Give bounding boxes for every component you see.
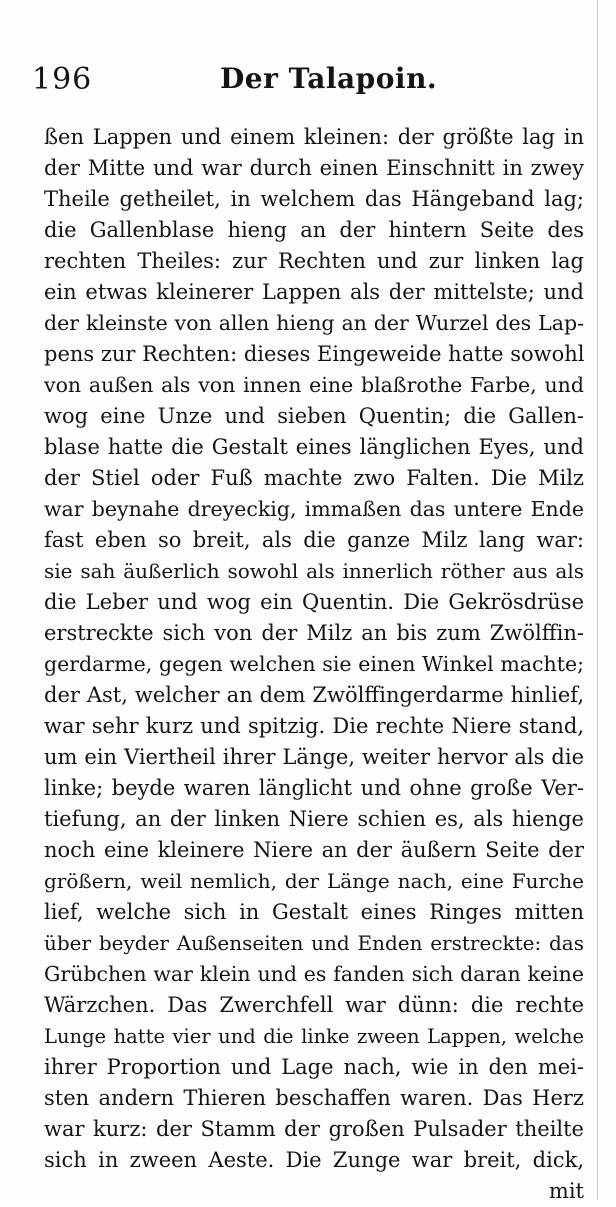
text-line: gerdarme, gegen welchen sie einen Winkel machte; <box>44 652 584 676</box>
text-line: erstreckte sich von der Milz an bis zum Zwölffin- <box>44 621 584 645</box>
text-line: Grübchen war klein und es fanden sich daran keine <box>44 962 584 986</box>
text-line: tiefung, an der linken Niere schien es, als hienge <box>44 807 584 831</box>
text-line: ßen Lappen und einem kleinen: der größte lag in <box>44 125 584 149</box>
catchword: mit <box>548 1179 584 1203</box>
page-edge <box>597 0 598 1200</box>
text-line: der Mitte und war durch einen Einschnitt in zwey <box>44 156 584 180</box>
text-line: wog eine Unze und sieben Quentin; die Gallen- <box>44 404 584 428</box>
text-line: von außen als von innen eine blaßrothe Farbe, und <box>44 373 584 397</box>
running-title: Der Talapoin. <box>220 62 438 95</box>
text-line: um ein Viertheil ihrer Länge, weiter hervor als die <box>44 745 584 769</box>
text-line: Lunge hatte vier und die linke zween Lappen, welche <box>44 1025 584 1048</box>
text-line: pens zur Rechten: dieses Eingeweide hatte sowohl <box>44 342 585 366</box>
text-line: war kurz: der Stamm der großen Pulsader theilte <box>44 1117 584 1141</box>
text-line: lief, welche sich in Gestalt eines Ringes mitten <box>44 900 584 924</box>
text-line: noch eine kleinere Niere an der äußern Seite der <box>44 838 584 862</box>
body-text <box>44 122 584 1207</box>
text-line: Wärzchen. Das Zwerchfell war dünn: die rechte <box>44 993 584 1017</box>
text-line: der Stiel oder Fuß machte zwo Falten. Die Milz <box>44 466 584 490</box>
text-line: die Leber und wog ein Quentin. Die Gekrösdrüse <box>44 590 584 614</box>
text-line: sie sah äußerlich sowohl als innerlich röther aus als <box>44 559 584 583</box>
text-line: blase hatte die Gestalt eines länglichen Eyes, und <box>44 435 584 459</box>
text-line: ein etwas kleinerer Lappen als der mittelste; und <box>44 280 584 304</box>
text-line: der Ast, welcher an dem Zwölffingerdarme hinlief, <box>44 683 584 707</box>
text-line: war beynahe dreyeckig, immaßen das untere Ende <box>44 497 584 521</box>
text-line: der kleinste von allen hieng an der Wurzel des Lap- <box>44 311 584 335</box>
text-line: sten andern Thieren beschaffen waren. Das Herz <box>44 1086 584 1110</box>
text-line: linke; beyde waren länglicht und ohne große Ver- <box>44 776 584 800</box>
text-line: rechten Theiles: zur Rechten und zur linken lag <box>44 249 584 273</box>
text-line: fast eben so breit, als die ganze Milz lang war: <box>44 528 584 552</box>
text-line: ihrer Proportion und Lage nach, wie in den mei- <box>44 1055 584 1079</box>
text-line: über beyder Außenseiten und Enden erstreckte: das <box>44 931 584 955</box>
text-line: die Gallenblase hieng an der hintern Seite des <box>44 218 584 242</box>
text-line: war sehr kurz und spitzig. Die rechte Niere stand, <box>44 714 584 738</box>
text-line: sich in zween Aeste. Die Zunge war breit, dick, <box>44 1148 584 1172</box>
page-header <box>30 58 576 102</box>
text-line: größern, weil nemlich, der Länge nach, eine Furche <box>44 869 584 893</box>
text-line: Theile getheilet, in welchem das Hängeband lag; <box>44 187 584 211</box>
page-number: 196 <box>32 62 93 97</box>
